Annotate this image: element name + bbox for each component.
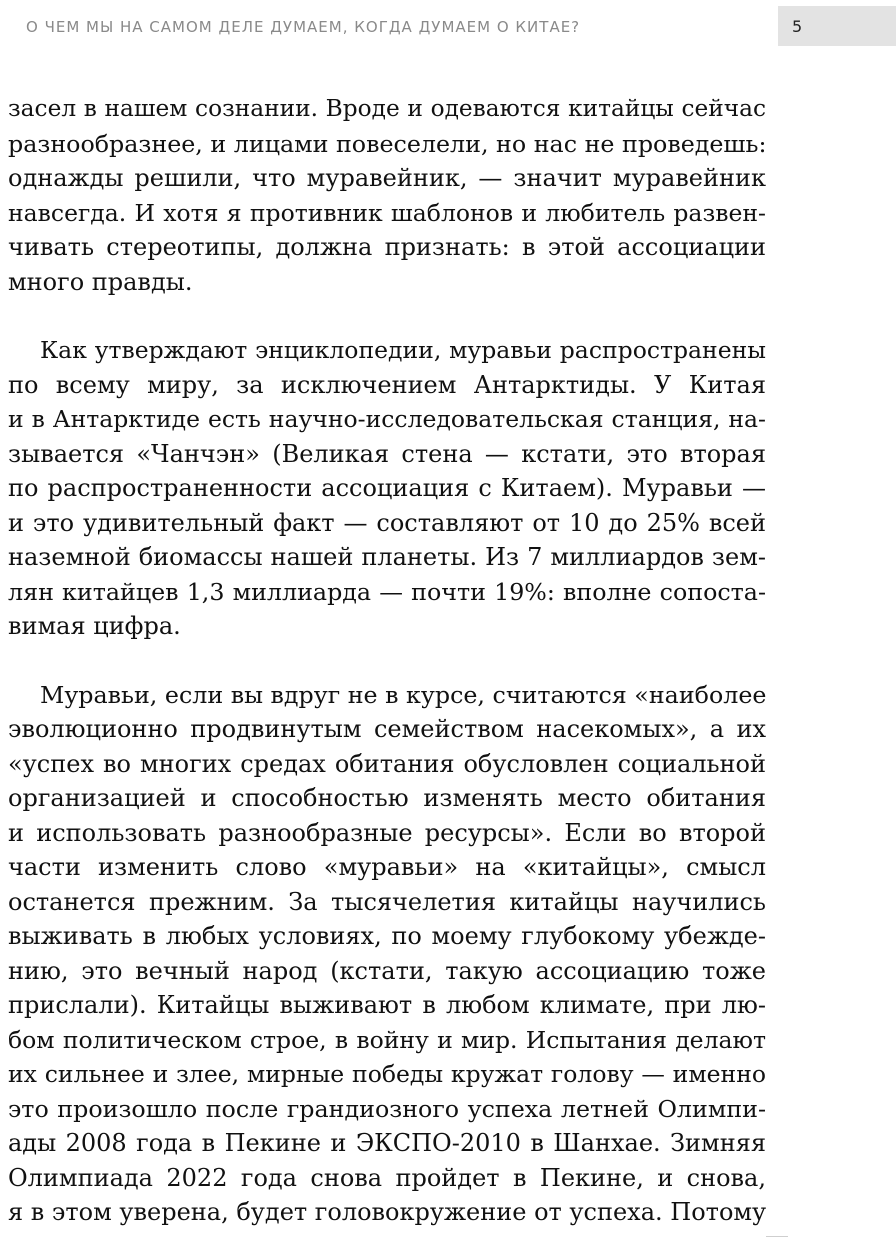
text-line: останется прежним. За тысячелетия китайцы научились (8, 887, 766, 916)
text-line: Муравьи, если вы вдруг не в курсе, считаются «наиболее (40, 680, 767, 709)
text-line: прислали). Китайцы выживают в любом климате, при лю- (8, 991, 766, 1019)
text-line: наземной биомассы нашей планеты. Из 7 миллиардов зем- (8, 543, 766, 571)
text-line: засел в нашем сознании. Вроде и одеваются китайцы сейчас (8, 95, 766, 122)
text-line: Как утверждают энциклопедии, муравьи распространены (40, 336, 766, 364)
text-line: вимая цифра. (8, 612, 181, 640)
text-line: Олимпиада 2022 года снова пройдет в Пекине, и снова, (8, 1163, 766, 1192)
text-line: по всему миру, за исключением Антарктиды. У Китая (8, 370, 766, 399)
text-line: зывается «Чанчэн» (Великая стена — кстати, это вторая (8, 439, 766, 468)
text-line: эволюционно продвинутым семейством насекомых», а их (8, 715, 766, 743)
text-line: нию, это вечный народ (кстати, такую ассоциацию тоже (8, 956, 766, 985)
page-number-box (778, 6, 896, 46)
text-line: ады 2008 года в Пекине и ЭКСПО-2010 в Шанхае. Зимняя (8, 1129, 766, 1157)
running-title: О ЧЕМ МЫ НА САМОМ ДЕЛЕ ДУМАЕМ, КОГДА ДУМАЕМ О КИТАЕ? (26, 18, 581, 36)
text-line: организацией и способностью изменять место обитания (8, 784, 766, 812)
text-line: по распространенности ассоциация с Китаем). Муравьи — (8, 474, 766, 502)
running-head (0, 0, 896, 46)
text-line: много правды. (8, 267, 193, 296)
text-line: и в Антарктиде есть научно-исследовательская станция, на- (8, 405, 766, 433)
text-line: лян китайцев 1,3 миллиарда — почти 19%: вполне сопоста- (8, 577, 766, 606)
page-number: 5 (792, 17, 803, 36)
text-line: однажды решили, что муравейник, — значит муравейник (8, 164, 766, 192)
text-line: и это удивительный факт — составляют от 10 до 25% всей (8, 508, 766, 537)
text-line: разнообразнее, и лицами повеселели, но нас не проведешь: (8, 129, 767, 158)
paragraph-3 (8, 678, 766, 1230)
paragraph-1 (8, 92, 766, 299)
text-line: это произошло после грандиозного успеха летней Олимпи- (8, 1094, 766, 1123)
text-line: и использовать разнообразные ресурсы». Если во второй (8, 818, 766, 847)
text-line: их сильнее и злее, мирные победы кружат голову — именно (8, 1060, 766, 1088)
text-line: «успех во многих средах обитания обусловлен социальной (8, 749, 766, 778)
text-line: бом политическом строе, в войну и мир. Испытания делают (8, 1025, 766, 1054)
text-line: выживать в любых условиях, по моему глубокому убежде- (8, 922, 766, 950)
text-line: я в этом уверена, будет головокружение от успеха. Потому (8, 1198, 767, 1226)
footer-rule (766, 1236, 788, 1237)
text-line: части изменить слово «муравьи» на «китайцы», смысл (8, 853, 766, 881)
text-line: чивать стереотипы, должна признать: в этой ассоциации (8, 233, 766, 261)
paragraph-2 (8, 333, 766, 644)
text-line: навсегда. И хотя я противник шаблонов и любитель развен- (8, 198, 766, 227)
body-text (8, 92, 766, 1230)
